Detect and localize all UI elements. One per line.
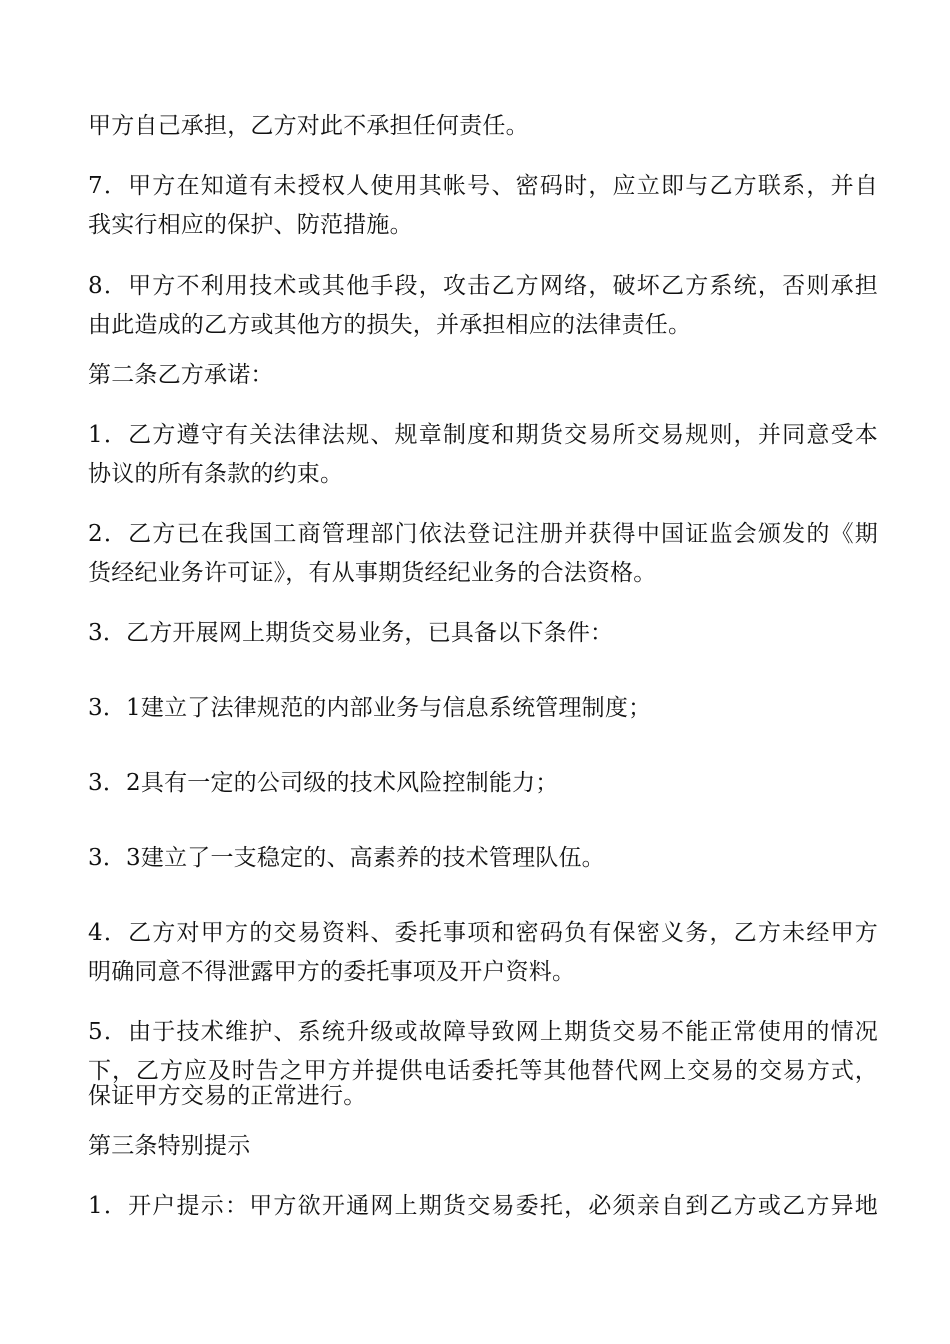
text-line: 保证甲方交易的正常进行。 <box>88 1083 367 1109</box>
text-line: 明确同意不得泄露甲方的委托事项及开户资料。 <box>88 959 576 985</box>
text-line: 下，乙方应及时告之甲方并提供电话委托等其他替代网上交易的交易方式， <box>88 1058 878 1084</box>
text-line: 5．由于技术维护、系统升级或故障导致网上期货交易不能正常使用的情况 <box>88 1019 878 1045</box>
text-line: 1．乙方遵守有关法律法规、规章制度和期货交易所交易规则，并同意受本 <box>88 422 878 448</box>
section-heading: 第二条乙方承诺： <box>88 362 274 388</box>
text-line: 7．甲方在知道有未授权人使用其帐号、密码时，应立即与乙方联系，并自 <box>88 173 878 199</box>
text-line: 3．1建立了法律规范的内部业务与信息系统管理制度； <box>88 695 652 721</box>
text-line: 由此造成的乙方或其他方的损失，并承担相应的法律责任。 <box>88 312 692 338</box>
text-line: 2．乙方已在我国工商管理部门依法登记注册并获得中国证监会颁发的《期 <box>88 521 878 547</box>
text-line: 8．甲方不利用技术或其他手段，攻击乙方网络，破坏乙方系统，否则承担 <box>88 273 878 299</box>
text-line: 甲方自己承担，乙方对此不承担任何责任。 <box>88 113 529 139</box>
text-line: 3．2具有一定的公司级的技术风险控制能力； <box>88 770 559 796</box>
section-heading: 第三条特别提示 <box>88 1133 251 1159</box>
text-line: 1．开户提示：甲方欲开通网上期货交易委托，必须亲自到乙方或乙方异地 <box>88 1193 878 1219</box>
text-line: 货经纪业务许可证》，有从事期货经纪业务的合法资格。 <box>88 560 657 586</box>
text-line: 3．3建立了一支稳定的、高素养的技术管理队伍。 <box>88 845 605 871</box>
text-line: 我实行相应的保护、防范措施。 <box>88 212 413 238</box>
text-line: 3．乙方开展网上期货交易业务，已具备以下条件： <box>88 620 614 646</box>
text-line: 4．乙方对甲方的交易资料、委托事项和密码负有保密义务，乙方未经甲方 <box>88 920 878 946</box>
text-line: 协议的所有条款的约束。 <box>88 461 344 487</box>
